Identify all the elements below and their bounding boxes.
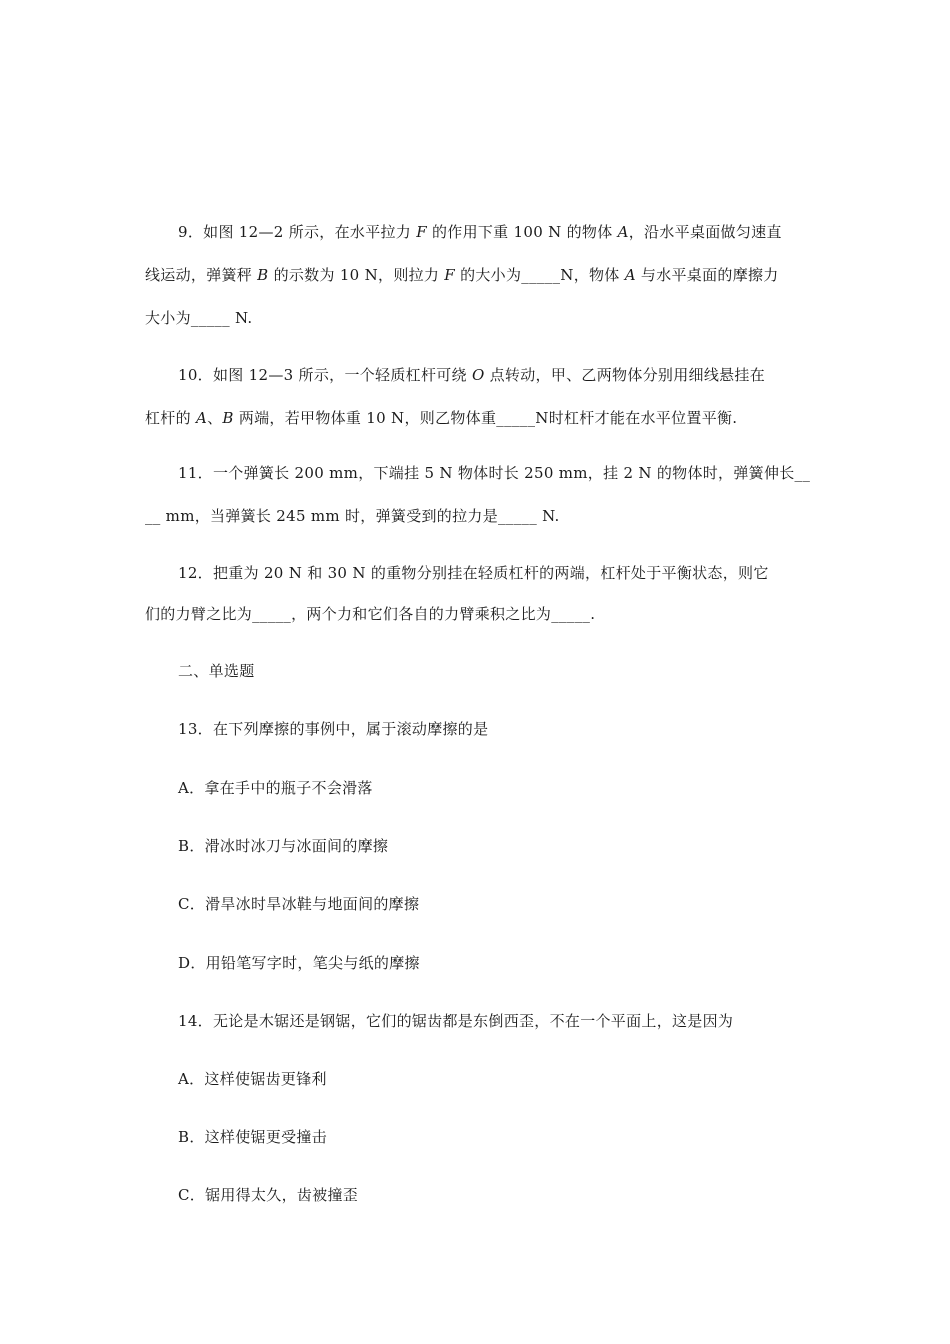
- q9-text: 的示数为 10 N，则拉力: [268, 266, 445, 284]
- q12-line-1: 12．把重为 20 N 和 30 N 的重物分别挂在轻质杠杆的两端，杠杆处于平衡状态，则它: [178, 564, 769, 582]
- q10-text: 点转动，甲、乙两物体分别用细线悬挂在: [484, 366, 766, 384]
- q13-option-a: A．拿在手中的瓶子不会滑落: [178, 779, 373, 797]
- var-a: A: [195, 409, 208, 427]
- q9-text: 的大小为_____N，物体: [455, 266, 625, 284]
- q10-text: 10．如图 12—3 所示，一个轻质杠杆可绕: [178, 366, 472, 384]
- q9-text: ，沿水平桌面做匀速直: [628, 223, 782, 241]
- q12-line-2: 们的力臂之比为_____，两个力和它们各自的力臂乘积之比为_____.: [145, 605, 596, 623]
- q10-line-2: [145, 407, 737, 429]
- section-heading: 二、单选题: [178, 662, 255, 680]
- q14-stem: 14．无论是木锯还是钢锯，它们的锯齿都是东倒西歪，不在一个平面上，这是因为: [178, 1012, 734, 1030]
- var-a: A: [617, 223, 629, 241]
- var-f: F: [444, 266, 456, 284]
- q10-text: 、: [207, 409, 223, 427]
- q9-line-3: 大小为_____ N.: [145, 309, 253, 327]
- q9-text: 线运动，弹簧秤: [145, 266, 258, 284]
- q13-option-c: C．滑旱冰时旱冰鞋与地面间的摩擦: [178, 895, 420, 913]
- q14-option-a: A．这样使锯齿更锋利: [178, 1070, 327, 1088]
- var-a: A: [624, 266, 636, 284]
- q9-text: 与水平桌面的摩擦力: [635, 266, 779, 284]
- var-b: B: [257, 266, 269, 284]
- q10-text: 两端，若甲物体重 10 N，则乙物体重_____N时杠杆才能在水平位置平衡.: [233, 409, 738, 427]
- q9-line-1: [178, 221, 782, 243]
- var-f: F: [416, 223, 427, 241]
- q9-text: 的作用下重 100 N 的物体: [426, 223, 618, 241]
- var-b: B: [222, 409, 234, 427]
- q14-option-b: B．这样使锯更受撞击: [178, 1128, 328, 1146]
- q14-option-c: C．锯用得太久，齿被撞歪: [178, 1186, 359, 1204]
- q11-line-1: 11．一个弹簧长 200 mm，下端挂 5 N 物体时长 250 mm，挂 2 N 的物体时，弹簧伸长__: [178, 464, 811, 482]
- q13-option-b: B．滑冰时冰刀与冰面间的摩擦: [178, 837, 389, 855]
- q13-stem: 13．在下列摩擦的事例中，属于滚动摩擦的是: [178, 720, 489, 738]
- q9-line-2: [145, 264, 779, 286]
- q13-option-d: D．用铅笔写字时，笔尖与纸的摩擦: [178, 954, 420, 972]
- q10-text: 杠杆的: [145, 409, 196, 427]
- var-o: O: [471, 366, 485, 384]
- q11-line-2: __ mm，当弹簧长 245 mm 时，弹簧受到的拉力是_____ N.: [145, 507, 560, 525]
- q10-line-1: [178, 364, 765, 386]
- q9-text: 9．如图 12—2 所示，在水平拉力: [178, 223, 417, 241]
